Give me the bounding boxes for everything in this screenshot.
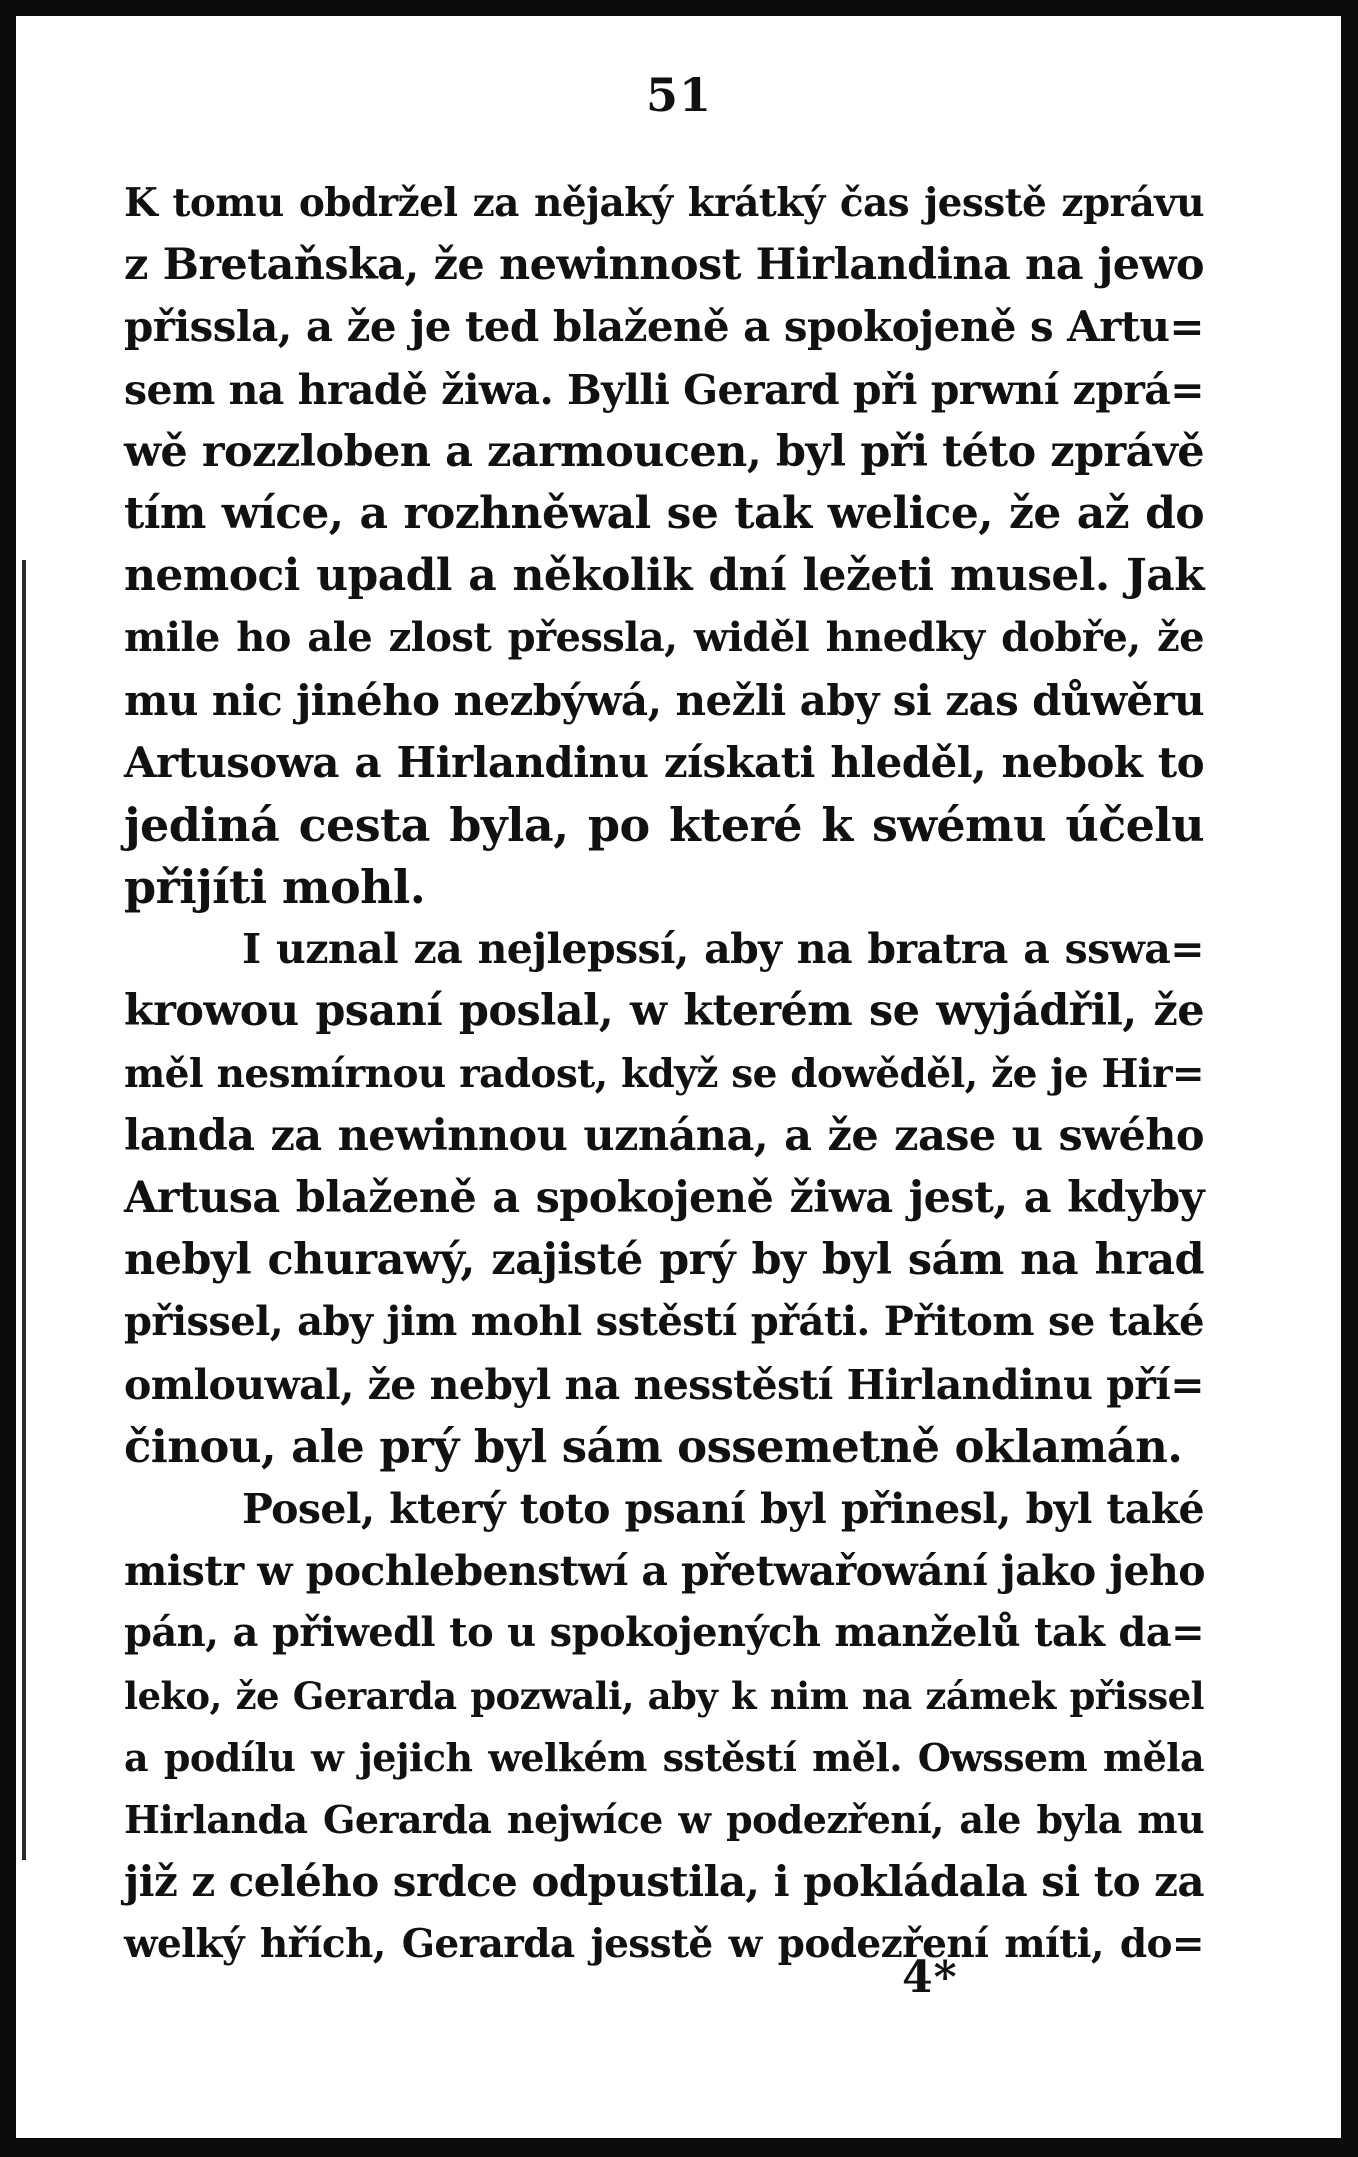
text-line: landa za newinnou uznána, a že zase u swého	[124, 1110, 1204, 1161]
text-line: mistr w pochlebenstwí a přetwařowání jako jeho	[124, 1547, 1205, 1596]
text-line: již z celého srdce odpustila, i pokládala si to za	[124, 1857, 1204, 1907]
text-line: mu nic jiného nezbýwá, nežli aby si zas důwěru	[124, 675, 1205, 725]
text-line: pán, a přiwedl to u spokojených manželů tak da=	[124, 1609, 1204, 1657]
text-line: činou, ale prý byl sám ossemetně oklamán.	[124, 1419, 1183, 1473]
paragraph	[124, 918, 1204, 1478]
text-line: Posel, který toto psaní byl přinesl, byl také	[242, 1484, 1204, 1533]
text-line: leko, že Gerarda pozwali, aby k nim na zámek přissel	[124, 1673, 1204, 1718]
body-text	[124, 172, 1204, 1975]
text-line: I uznal za nejlepssí, aby na bratra a sswa=	[242, 925, 1204, 974]
gutter-mark	[22, 560, 26, 1860]
paragraph	[124, 172, 1204, 918]
text-line: krowou psaní poslal, w kterém se wyjádřil, že	[124, 986, 1204, 1037]
scan-border-right	[1341, 0, 1358, 2157]
paragraph	[124, 1478, 1204, 1976]
text-line: nemoci upadl a několik dní ležeti musel. Jak	[124, 550, 1204, 602]
text-line: Artusa blaženě a spokojeně žiwa jest, a kdyby	[124, 1173, 1204, 1223]
text-line: měl nesmírnou radost, když se dowěděl, že je Hir=	[124, 1050, 1204, 1097]
page-number: 51	[645, 68, 712, 122]
text-line: z Bretaňska, že newinnost Hirlandina na jewo	[124, 240, 1204, 291]
text-line: mile ho ale zlost přessla, widěl hnedky dobře, že	[124, 614, 1204, 662]
text-line: sem na hradě žiwa. Bylli Gerard při prwní zprá=	[124, 365, 1204, 414]
scan-border-left	[0, 0, 16, 2157]
scan-border-bottom	[0, 2138, 1358, 2157]
text-line: Hirlanda Gerarda nejwíce w podezření, ale byla mu	[124, 1796, 1204, 1842]
signature-mark: 4*	[902, 1952, 958, 2003]
text-line: a podílu w jejich welkém sstěstí měl. Owssem měla	[124, 1734, 1204, 1780]
text-line: přijíti mohl.	[124, 860, 426, 915]
text-line: nebyl churawý, zajisté prý by byl sám na hrad	[124, 1235, 1204, 1286]
scan-border-top	[0, 0, 1358, 16]
text-line: K tomu obdržel za nějaký krátký čas jesstě zprávu	[124, 180, 1204, 226]
text-line: přissel, aby jim mohl sstěstí přáti. Přitom se také	[124, 1298, 1204, 1346]
text-line: Artusowa a Hirlandinu získati hleděl, nebok to	[124, 737, 1204, 787]
text-line: welký hřích, Gerarda jesstě w podezření míti, do=	[124, 1921, 1204, 1968]
text-line: wě rozzloben a zarmoucen, byl při této zprávě	[124, 426, 1204, 477]
text-line: omlouwal, že nebyl na nesstěstí Hirlandinu pří=	[124, 1360, 1204, 1409]
text-line: tím wíce, a rozhněwal se tak welice, že až do	[124, 487, 1204, 539]
text-line: jediná cesta byla, po které k swému účelu	[124, 797, 1204, 852]
text-line: přissla, a že je ted blaženě a spokojeně s Artu=	[124, 302, 1204, 352]
